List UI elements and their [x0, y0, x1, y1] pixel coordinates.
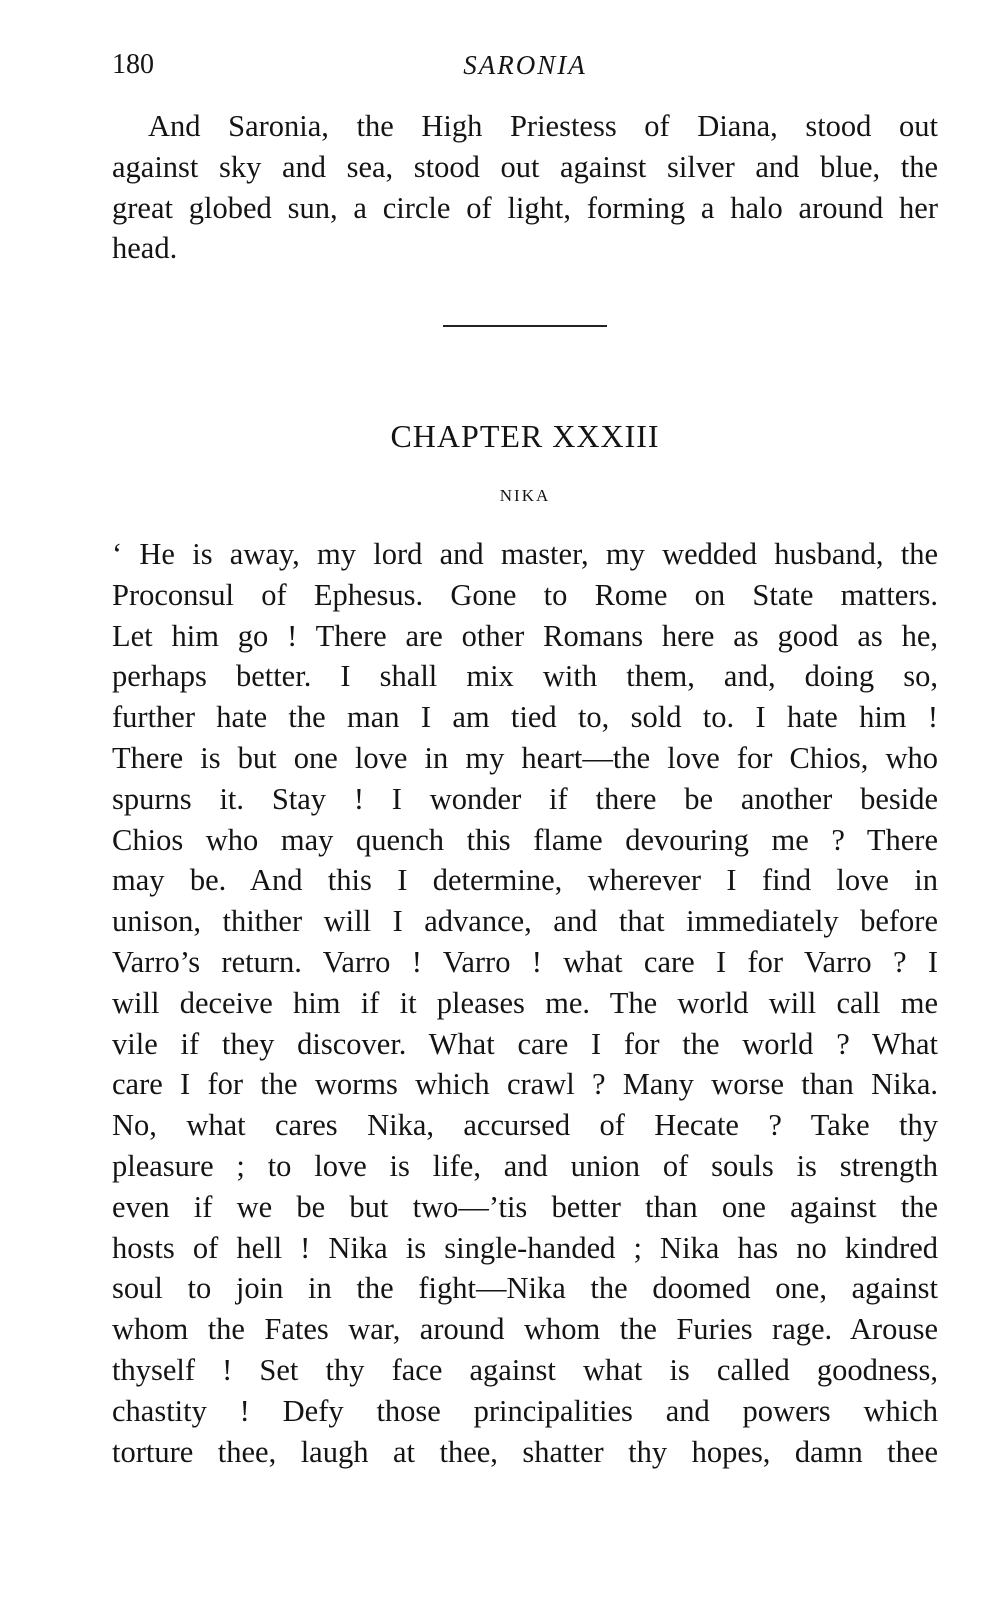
text-line: torture thee, laugh at thee, shatter thy hopes, damn thee — [112, 1434, 938, 1469]
text-line: great globed sun, a circle of light, forming a halo around her — [112, 190, 938, 225]
text-line: even if we be but two—’tis better than one against the — [112, 1189, 938, 1224]
text-line: further hate the man I am tied to, sold to. I hate him ! — [112, 700, 938, 735]
running-head — [112, 48, 938, 88]
text-line: whom the Fates war, around whom the Furies rage. Arouse — [112, 1312, 938, 1347]
text-line: perhaps better. I shall mix with them, and, doing so, — [112, 659, 938, 694]
text-line: chastity ! Defy those principalities and powers which — [112, 1393, 938, 1428]
text-line: And Saronia, the High Priestess of Diana, stood out — [148, 109, 938, 143]
chapter-heading: CHAPTER XXXIII — [390, 418, 660, 454]
text-line: soul to join in the fight—Nika the doomed one, against — [112, 1271, 938, 1306]
text-line: Varro’s return. Varro ! Varro ! what care I for Varro ? I — [112, 944, 938, 979]
text-line: will deceive him if it pleases me. The world will call me — [112, 985, 938, 1020]
chapter-paragraph — [112, 534, 938, 1472]
section-divider — [443, 325, 607, 327]
text-line: head. — [112, 231, 178, 266]
text-line: No, what cares Nika, accursed of Hecate ? Take thy — [112, 1108, 938, 1143]
chapter-subtitle: NIKA — [499, 486, 551, 505]
text-line: spurns it. Stay ! I wonder if there be another beside — [112, 781, 938, 816]
text-line: thyself ! Set thy face against what is called goodness, — [112, 1352, 938, 1387]
intro-paragraph — [112, 106, 938, 269]
text-line: Chios who may quench this flame devouring me ? There — [112, 822, 938, 857]
text-line: Proconsul of Ephesus. Gone to Rome on State matters. — [112, 577, 938, 612]
text-line: pleasure ; to love is life, and union of souls is strength — [112, 1148, 938, 1183]
text-line: Let him go ! There are other Romans here as good as he, — [112, 618, 938, 653]
text-line: vile if they discover. What care I for the world ? What — [112, 1026, 938, 1061]
text-line: against sky and sea, stood out against silver and blue, the — [112, 149, 938, 184]
page-number: 180 — [112, 49, 154, 80]
text-line: care I for the worms which crawl ? Many worse than Nika. — [112, 1067, 938, 1102]
text-line: There is but one love in my heart—the love for Chios, who — [112, 740, 938, 775]
running-title: SARONIA — [463, 50, 587, 80]
text-line: ‘ He is away, my lord and master, my wedded husband, the — [112, 537, 938, 571]
text-line: hosts of hell ! Nika is single-handed ; Nika has no kindred — [112, 1230, 938, 1265]
text-line: may be. And this I determine, wherever I find love in — [112, 863, 938, 898]
text-line: unison, thither will I advance, and that immediately before — [112, 904, 938, 939]
